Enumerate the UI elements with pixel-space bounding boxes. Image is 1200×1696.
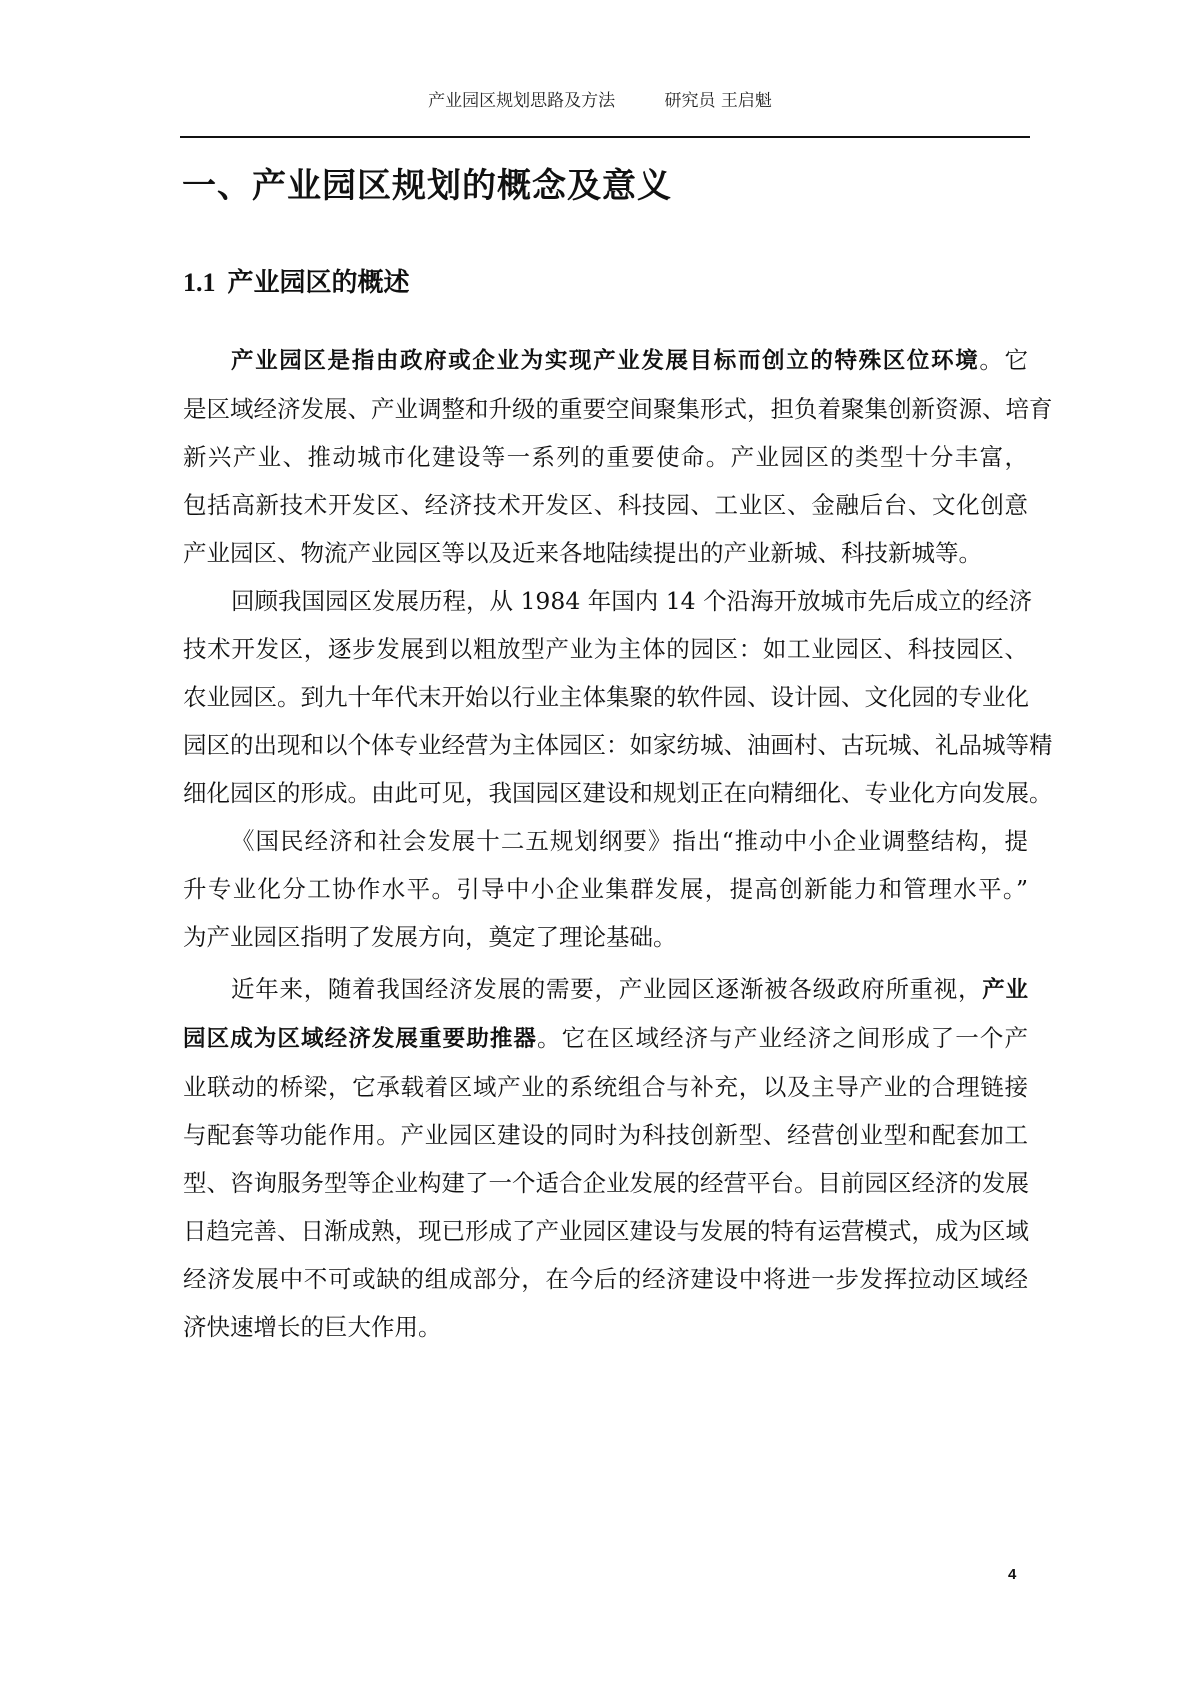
text-line [183,913,1028,961]
text-line [183,336,1028,385]
text-line [183,433,1028,481]
document-body [183,336,1053,1351]
text-run: 升专业化分工协作水平。引导中小企业集群发展，提高创新能力和管理水平。” [183,875,1028,903]
paragraph [183,817,1028,961]
text-run: 为产业园区指明了发展方向，奠定了理论基础。 [183,923,677,951]
bold-text: 产业 [982,977,1028,1003]
text-line [183,385,1053,433]
text-run: 与配套等功能作用。产业园区建设的同时为科技创新型、经营创业型和配套加工 [183,1121,1028,1149]
text-line [183,481,1028,529]
text-run: 回顾我国园区发展历程，从 1984 年国内 14 个沿海开放城市先后成立的经济 [231,587,1033,615]
text-line [183,625,1028,673]
text-run: 经济发展中不可或缺的组成部分，在今后的经济建设中将进一步发挥拉动区域经 [183,1265,1028,1293]
text-run: 包括高新技术开发区、经济技术开发区、科技园、工业区、金融后台、文化创意 [183,491,1028,519]
text-run: 型、咨询服务型等企业构建了一个适合企业发展的经营平台。目前园区经济的发展 [183,1169,1029,1197]
paragraph [183,336,1053,577]
text-line [183,673,1028,721]
section-title: 产业园区的概述 [227,268,410,298]
text-run: 园区的出现和以个体专业经营为主体园区：如家纺城、油画村、古玩城、礼品城等精 [183,731,1053,759]
bold-text: 产业园区是指由政府或企业为实现产业发展目标而创立的特殊区位环境 [231,348,980,374]
text-line [183,1111,1028,1159]
text-line [183,1303,1028,1351]
text-line [183,817,1028,865]
text-line [183,769,1053,817]
text-line [183,1014,1028,1063]
paragraph [183,577,1053,817]
page-number: 4 [1008,1566,1017,1583]
text-line [183,529,1028,577]
text-run: 。它在区域经济与产业经济之间形成了一个产 [537,1024,1028,1052]
header-author: 研究员 王启魁 [664,91,772,111]
section-heading [183,262,410,299]
text-line [183,1207,1028,1255]
page-header [0,86,1200,111]
text-run: 农业园区。到九十年代末开始以行业主体集聚的软件园、设计园、文化园的专业化 [183,683,1029,711]
header-rule [180,136,1030,138]
text-run: 近年来，随着我国经济发展的需要，产业园区逐渐被各级政府所重视， [231,975,983,1003]
header-title: 产业园区规划思路及方法 [428,91,616,111]
text-run: 《国民经济和社会发展十二五规划纲要》指出“推动中小企业调整结构，提 [231,827,1028,855]
text-line [183,965,1028,1014]
text-run: 产业园区、物流产业园区等以及近来各地陆续提出的产业新城、科技新城等。 [183,539,982,567]
text-run: 新兴产业、推动城市化建设等一系列的重要使命。产业园区的类型十分丰富， [183,443,1028,471]
text-line [183,1063,1028,1111]
text-line [183,721,1053,769]
text-run: 业联动的桥梁，它承载着区域产业的系统组合与补充，以及主导产业的合理链接 [183,1073,1028,1101]
bold-text: 园区成为区域经济发展重要助推器 [183,1026,538,1052]
chapter-heading: 一、产业园区规划的概念及意义 [182,166,672,206]
text-line [183,865,1028,913]
section-number: 1.1 [183,268,216,297]
text-line [183,1159,1028,1207]
text-line [183,1255,1028,1303]
paragraph [183,965,1028,1351]
text-run: 日趋完善、日渐成熟，现已形成了产业园区建设与发展的特有运营模式，成为区域 [183,1217,1029,1245]
text-run: 细化园区的形成。由此可见，我国园区建设和规划正在向精细化、专业化方向发展。 [183,779,1053,807]
text-run: 济快速增长的巨大作用。 [183,1313,442,1341]
text-run: 是区域经济发展、产业调整和升级的重要空间聚集形式，担负着聚集创新资源、培育 [183,395,1053,423]
text-run: 。它 [979,346,1028,374]
text-line [183,577,1033,625]
text-run: 技术开发区，逐步发展到以粗放型产业为主体的园区：如工业园区、科技园区、 [183,635,1028,663]
